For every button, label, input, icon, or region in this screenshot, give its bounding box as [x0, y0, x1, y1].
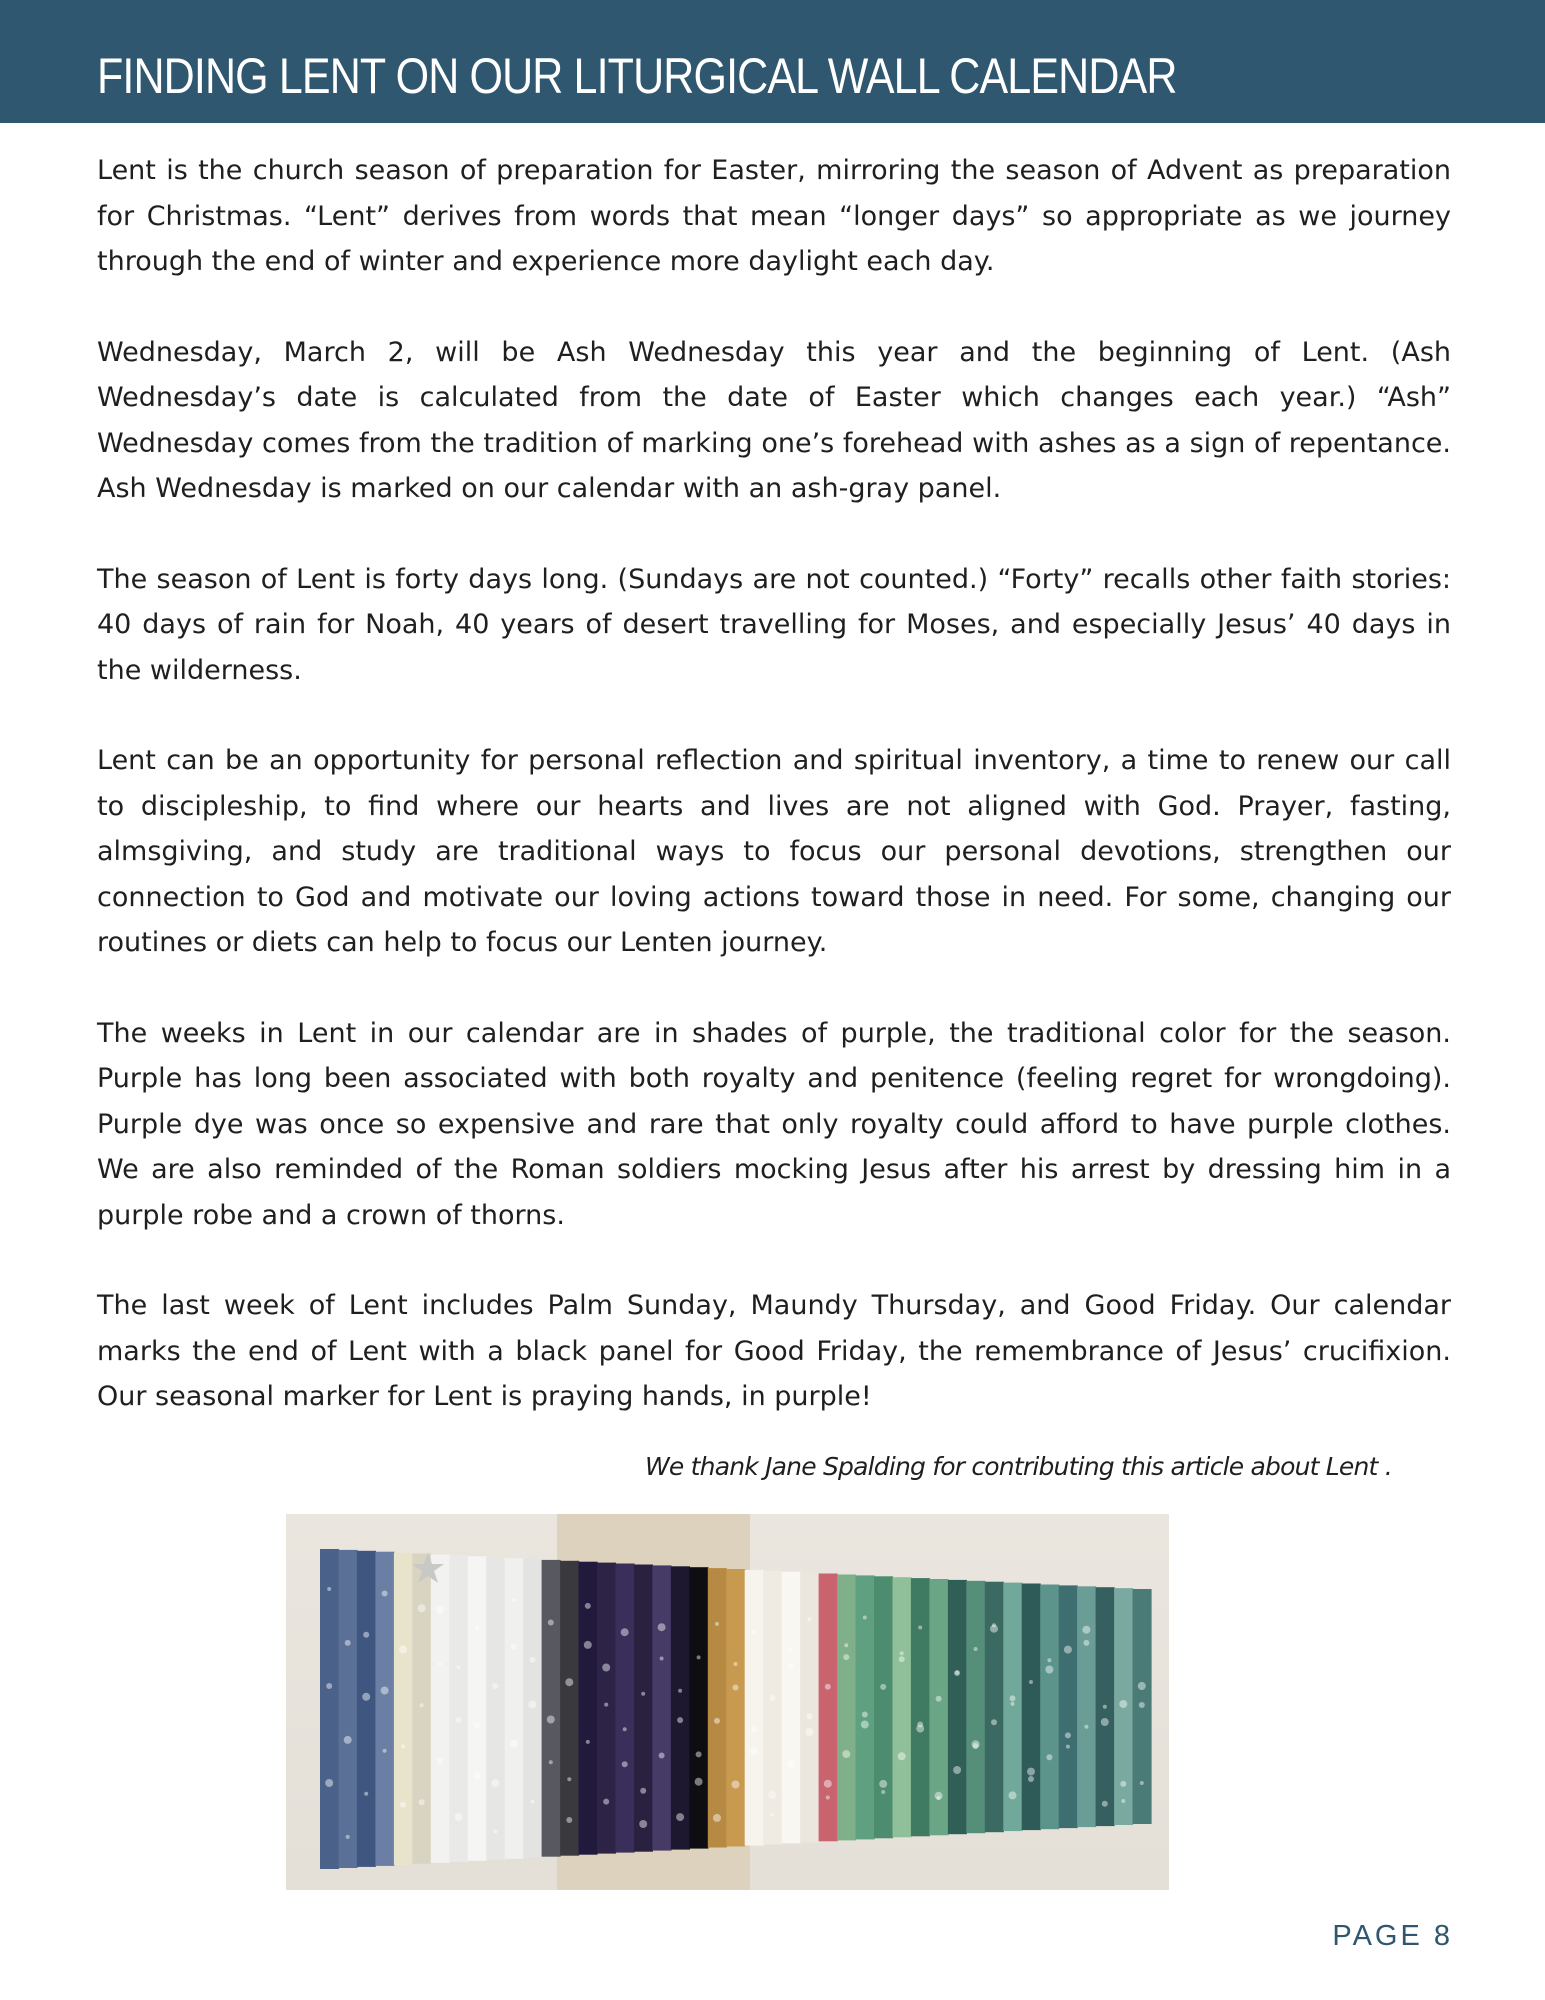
paragraph-ash-wednesday: Wednesday, March 2, will be Ash Wednesday this year and the beginning of Lent. (Ash Wednesday’s date is calculated from the date of Easter which changes each year.) “Ash” Wednesday comes from the tradition of marking one’s forehead with ashes as a sign of repentance. Ash Wednesday is marked on our calendar with an ash-gray panel. [97, 336, 1451, 504]
strip-dot [899, 1656, 905, 1662]
paragraph-reflection: Lent can be an opportunity for personal reflection and spiritual inventory, a time to renew our call to discipleship, to find where our hearts and lives are not aligned with God. Prayer, fasting, almsgiving, and study are traditional ways to focus our personal devotions, strengthen our connection to God and motivate our loving actions toward those in need. For some, changing our routines or diets can help to focus our Lenten journey. [97, 745, 1451, 958]
strip-dot [676, 1813, 684, 1821]
strip-dot [770, 1813, 774, 1817]
strip-dot [714, 1718, 720, 1724]
strip-dot [1119, 1700, 1127, 1708]
strip-dot [936, 1696, 942, 1702]
strip-dot [473, 1772, 481, 1780]
strip-dot [604, 1703, 608, 1707]
strip-dot [917, 1722, 923, 1728]
strip-dot [1029, 1680, 1033, 1684]
strip-dot [844, 1643, 848, 1647]
strip-dot [880, 1684, 886, 1690]
strip-dot [345, 1640, 351, 1646]
strip-dot [973, 1743, 979, 1749]
strip-dot [512, 1598, 516, 1602]
strip-dot [381, 1687, 389, 1695]
calendar-strip [671, 1566, 690, 1849]
strip-dot [1102, 1801, 1108, 1807]
strip-dot [418, 1604, 426, 1612]
calendar-strip [745, 1570, 764, 1846]
header-banner [0, 0, 1545, 123]
strip-dot [660, 1657, 664, 1661]
strip-dot [510, 1740, 518, 1748]
strip-dot [734, 1662, 738, 1666]
calendar-strips [320, 1549, 1152, 1869]
strip-dot [1046, 1754, 1052, 1760]
strip-dot [953, 1766, 961, 1774]
strip-dot [806, 1713, 812, 1719]
strip-dot [678, 1689, 682, 1693]
calendar-strip [560, 1561, 579, 1856]
strip-dot [1065, 1732, 1071, 1738]
calendar-strip [1077, 1586, 1096, 1827]
calendar-strip [1022, 1584, 1041, 1831]
strip-dot [898, 1752, 906, 1760]
calendar-strip [689, 1567, 708, 1848]
strip-dot [474, 1722, 480, 1728]
strip-dot [732, 1781, 740, 1789]
paragraph-forty-days: The season of Lent is forty days long. (Sundays are not counted.) “Forty” recalls other faith stories: 40 days of rain for Noah, 40 years of desert travelling for Moses, and especially Jesus’ 40 days in the wilderness. [97, 563, 1451, 686]
strip-dot [751, 1727, 757, 1733]
strip-dot [1064, 1646, 1072, 1654]
strip-dot [697, 1655, 701, 1659]
strip-dot [1120, 1781, 1126, 1787]
strip-dot [528, 1701, 536, 1709]
calendar-strip [320, 1549, 339, 1869]
strip-dot [918, 1626, 922, 1630]
calendar-strip [1059, 1585, 1078, 1828]
strip-dot [862, 1712, 868, 1718]
calendar-strip [948, 1580, 967, 1834]
strip-dot [419, 1799, 425, 1805]
strip-dot [825, 1684, 831, 1690]
strip-dot [1009, 1791, 1017, 1799]
strip-dot [622, 1761, 628, 1767]
strip-dot [1083, 1640, 1089, 1646]
paragraph-last-week: The last week of Lent includes Palm Sunday, Maundy Thursday, and Good Friday. Our calendar marks the end of Lent with a black panel for Good Friday, the remembrance of Jesus’ crucifixion. Our seasonal marker for Lent is praying hands, in purple! [97, 1290, 1451, 1412]
strip-dot [567, 1777, 571, 1781]
page-number: PAGE 8 [1332, 1920, 1453, 1952]
strip-dot [491, 1779, 499, 1787]
calendar-strip [837, 1575, 856, 1841]
calendar-strip [782, 1572, 801, 1844]
strip-dot [1084, 1725, 1088, 1729]
calendar-strip [819, 1574, 838, 1842]
strip-dot [863, 1616, 867, 1620]
calendar-strip [856, 1575, 875, 1839]
calendar-strip [394, 1553, 413, 1865]
calendar-strip [652, 1565, 671, 1850]
strip-dot [1140, 1781, 1144, 1785]
strip-dot [1010, 1695, 1016, 1701]
strip-dot [363, 1632, 369, 1638]
calendar-strip [468, 1556, 487, 1861]
strip-dot [1138, 1682, 1146, 1690]
strip-dot [530, 1800, 534, 1804]
strip-dot [547, 1716, 555, 1724]
strip-dot [362, 1693, 370, 1701]
strip-dot [824, 1780, 832, 1788]
calendar-strip [597, 1563, 616, 1854]
strip-dot [879, 1780, 887, 1788]
strip-dot [344, 1736, 352, 1744]
strip-dot [511, 1644, 517, 1650]
strip-dot [585, 1603, 591, 1609]
calendar-strip [616, 1564, 635, 1853]
strip-dot [990, 1625, 998, 1633]
article-body [97, 148, 1451, 1465]
calendar-strip [542, 1560, 561, 1857]
calendar-illustration [286, 1514, 1169, 1890]
strip-dot [843, 1654, 849, 1660]
strip-dot [789, 1647, 793, 1651]
strip-dot [493, 1830, 497, 1834]
calendar-strip [800, 1573, 819, 1843]
strip-dot [1121, 1799, 1125, 1803]
strip-dot [1103, 1705, 1107, 1709]
strip-dot [1045, 1666, 1053, 1674]
strip-dot [436, 1606, 444, 1614]
strip-dot [492, 1683, 498, 1689]
strip-dot [695, 1778, 703, 1786]
strip-dot [401, 1744, 405, 1748]
strip-dot [1011, 1702, 1015, 1706]
strip-dot [750, 1747, 758, 1755]
strip-dot [861, 1721, 869, 1729]
strip-dot [364, 1792, 368, 1796]
page-title: FINDING LENT ON OUR LITURGICAL WALL CALENDAR [97, 48, 1177, 104]
strip-dot [455, 1813, 463, 1821]
strip-dot [842, 1750, 850, 1758]
strip-dot [807, 1617, 811, 1621]
strip-dot [696, 1751, 702, 1757]
strip-dot [805, 1728, 813, 1736]
calendar-strip [893, 1577, 912, 1837]
strip-dot [326, 1683, 332, 1689]
strip-dot [383, 1749, 387, 1753]
strip-dot [955, 1671, 959, 1675]
strip-dot [769, 1695, 775, 1701]
strip-dot [677, 1717, 683, 1723]
calendar-strip [486, 1557, 505, 1860]
strip-dot [935, 1792, 943, 1800]
calendar-strip [431, 1555, 450, 1863]
strip-dot [900, 1651, 904, 1655]
strip-dot [640, 1788, 646, 1794]
strip-dot [346, 1835, 350, 1839]
strip-dot [1028, 1776, 1034, 1782]
strip-dot [659, 1753, 665, 1759]
calendar-strip [1040, 1585, 1059, 1830]
strip-dot [733, 1685, 739, 1691]
strip-dot [768, 1791, 776, 1799]
strip-dot [623, 1727, 627, 1731]
strip-dot [713, 1814, 721, 1822]
strip-dot [1139, 1702, 1145, 1708]
strip-dot [325, 1779, 333, 1787]
strip-dot [603, 1799, 609, 1805]
strip-dot [382, 1591, 388, 1597]
strip-dot [1101, 1718, 1109, 1726]
strip-dot [826, 1796, 830, 1800]
strip-dot [549, 1760, 553, 1764]
strip-dot [420, 1703, 424, 1707]
strip-dot [565, 1678, 573, 1686]
strip-dot [437, 1758, 443, 1764]
calendar-strip [708, 1568, 727, 1847]
calendar-strip [375, 1552, 394, 1866]
strip-dot [548, 1620, 554, 1626]
calendar-photo [286, 1514, 1169, 1890]
strip-dot [787, 1760, 795, 1768]
paragraph-intro: Lent is the church season of preparation for Easter, mirroring the season of Advent as preparation for Christmas. “Lent” derives from words that mean “longer days” so appropriate as we journey through the end of winter and experience more daylight each day. [97, 155, 1451, 277]
strip-dot [566, 1817, 572, 1823]
strip-dot [752, 1631, 756, 1635]
strip-dot [1047, 1658, 1051, 1662]
calendar-strip [412, 1554, 431, 1864]
calendar-strip [505, 1558, 524, 1859]
strip-dot [602, 1664, 610, 1672]
strip-dot [529, 1657, 535, 1663]
calendar-strip [985, 1582, 1004, 1833]
article-credit: We thank Jane Spalding for contributing this article about Lent . [645, 1452, 1392, 1481]
strip-dot [438, 1662, 442, 1666]
calendar-strip [911, 1578, 930, 1836]
calendar-strip [874, 1576, 893, 1838]
strip-dot [641, 1692, 645, 1696]
strip-dot [715, 1622, 719, 1626]
strip-dot [327, 1587, 331, 1591]
strip-dot [586, 1740, 590, 1744]
strip-dot [399, 1645, 407, 1653]
strip-dot [584, 1641, 592, 1649]
calendar-strip [726, 1569, 745, 1847]
calendar-strip [634, 1565, 653, 1852]
calendar-strip [357, 1551, 376, 1867]
strip-dot [881, 1790, 885, 1794]
strip-dot [1027, 1768, 1035, 1776]
strip-dot [788, 1664, 794, 1670]
strip-dot [456, 1717, 462, 1723]
strip-dot [1066, 1745, 1070, 1749]
strip-dot [621, 1628, 629, 1636]
calendar-strip [339, 1550, 358, 1868]
strip-dot [639, 1820, 647, 1828]
calendar-strip [763, 1571, 782, 1845]
calendar-strip [966, 1581, 985, 1833]
strip-dot [991, 1719, 997, 1725]
strip-dot [457, 1665, 461, 1669]
strip-dot [475, 1626, 479, 1630]
paragraph-purple: The weeks in Lent in our calendar are in shades of purple, the traditional color for the season. Purple has long been associated with both royalty and penitence (feeling regret for wrongdoing). Purple dye was once so expensive and rare that only royalty could afford to have purple clothes. We are also reminded of the Roman soldiers mocking Jesus after his arrest by dressing him in a purple robe and a crown of thorns. [97, 1017, 1451, 1231]
strip-dot [658, 1623, 666, 1631]
strip-dot [1082, 1626, 1090, 1634]
strip-dot [400, 1802, 406, 1808]
strip-dot [974, 1647, 978, 1651]
